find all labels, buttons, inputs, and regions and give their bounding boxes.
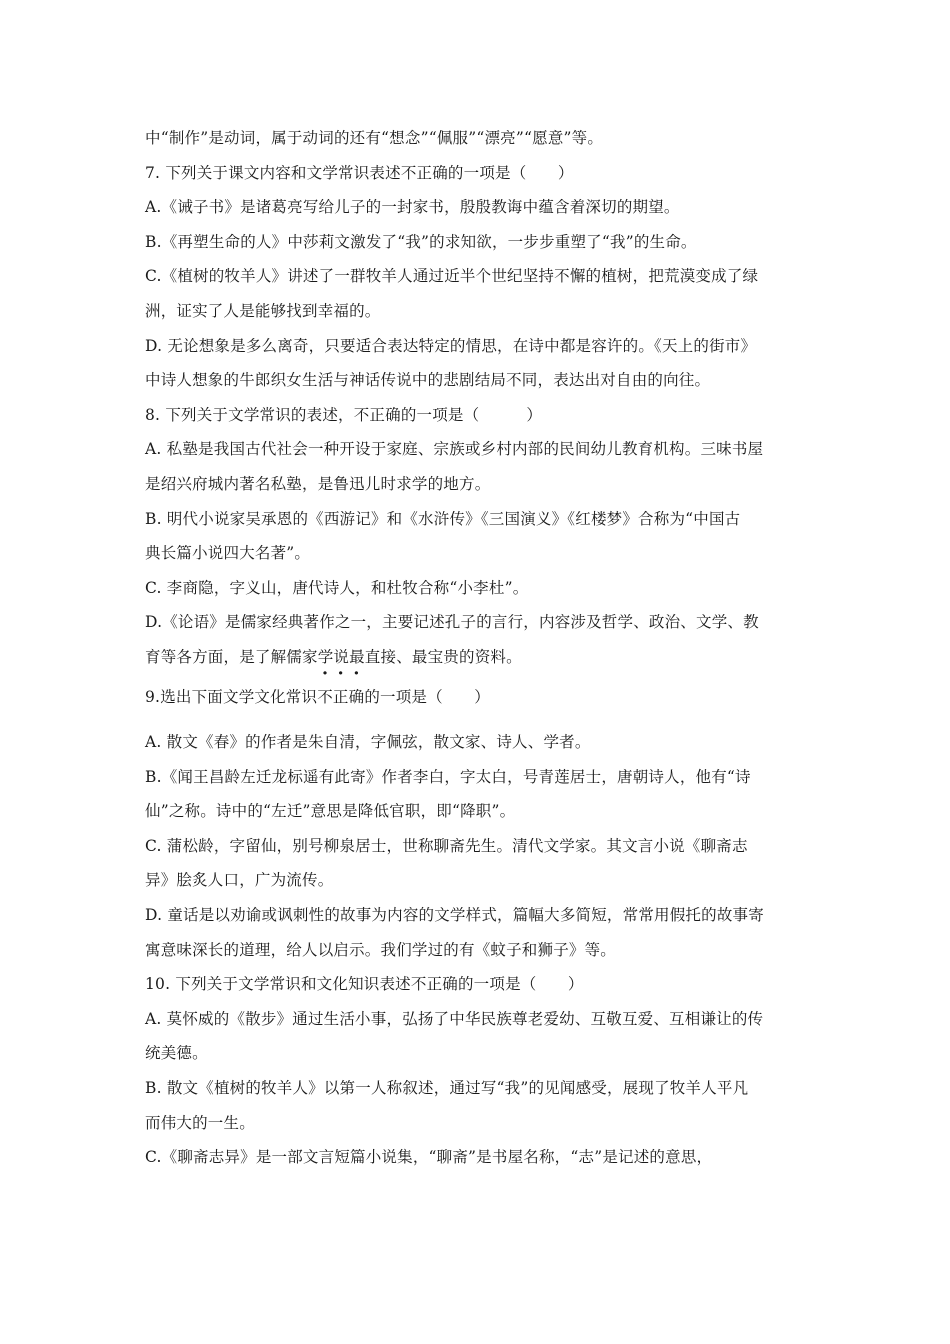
question-9-option-b: B.《闻王昌龄左迁龙标遥有此寄》作者李白，字太白，号青莲居士，唐朝诗人，他有“诗 bbox=[145, 767, 751, 786]
question-8-stem: 8. 下列关于文学常识的表述，不正确的一项是（ ） bbox=[145, 405, 543, 424]
question-10-option-c: C.《聊斋志异》是一部文言短篇小说集，“聊斋”是书屋名称，“志”是记述的意思， bbox=[145, 1148, 713, 1167]
question-10-option-b: B. 散文《植树的牧羊人》以第一人称叙述，通过写“我”的见闻感受，展现了牧羊人平凡 bbox=[145, 1079, 749, 1098]
question-8-option-a: A. 私塾是我国古代社会一种开设于家庭、宗族或乡村内部的民间幼儿教育机构。三味书屋 bbox=[145, 440, 764, 459]
text-block-2 bbox=[145, 725, 805, 1175]
question-7-stem: 7. 下列关于课文内容和文学常识表述不正确的一项是（ ） bbox=[145, 163, 574, 182]
text-line: 是绍兴府城内著名私塾，是鲁迅儿时求学的地方。 bbox=[145, 474, 491, 493]
question-9-stem bbox=[145, 680, 805, 715]
text-line: 仙”之称。诗中的“左迁”意思是降低官职，即“降职”。 bbox=[145, 802, 516, 821]
emphasis-char: 不 bbox=[317, 687, 333, 706]
question-9-option-c: C. 蒲松龄，字留仙，别号柳泉居士，世称聊斋先生。清代文学家。其文言小说《聊斋志 bbox=[145, 836, 748, 855]
question-7-option-c: C.《植树的牧羊人》讲述了一群牧羊人通过近半个世纪坚持不懈的植树，把荒漠变成了绿 bbox=[145, 267, 759, 286]
q9-suffix: 的一项是（ ） bbox=[364, 687, 490, 706]
text-line: 洲，证实了人是能够找到幸福的。 bbox=[145, 301, 381, 320]
text-line: 育等各方面，是了解儒家学说最直接、最宝贵的资料。 bbox=[145, 647, 522, 666]
text-line: 中诗人想象的牛郎织女生活与神话传说中的悲剧结局不同，表达出对自由的向往。 bbox=[145, 371, 711, 390]
question-8-option-b: B. 明代小说家吴承恩的《西游记》和《水浒传》《三国演义》《红楼梦》合称为“中国古 bbox=[145, 509, 741, 528]
question-9-option-a: A. 散文《春》的作者是朱自清，字佩弦，散文家、诗人、学者。 bbox=[145, 733, 591, 752]
emphasis-char: 正 bbox=[332, 687, 349, 706]
document-page bbox=[145, 121, 805, 1175]
text-line: 寓意味深长的道理，给人以启示。我们学过的有《蚊子和狮子》等。 bbox=[145, 940, 617, 959]
emphasis-char: 确 bbox=[348, 687, 365, 706]
text-block-1 bbox=[145, 121, 805, 675]
text-line: 统美德。 bbox=[145, 1044, 208, 1063]
question-8-option-c: C. 李商隐，字义山，唐代诗人，和杜牧合称“小李杜”。 bbox=[145, 578, 529, 597]
question-10-option-a: A. 莫怀威的《散步》通过生活小事，弘扬了中华民族尊老爱幼、互敬互爱、互相谦让的传 bbox=[145, 1009, 764, 1028]
q9-prefix: 9.选出下面文学文化常识 bbox=[145, 687, 318, 706]
text-line: 而伟大的一生。 bbox=[145, 1113, 255, 1132]
question-9-option-d: D. 童话是以劝谕或讽刺性的故事为内容的文学样式，篇幅大多简短，常常用假托的故事寄 bbox=[145, 906, 764, 925]
question-7-option-b: B.《再塑生命的人》中莎莉文激发了“我”的求知欲，一步步重塑了“我”的生命。 bbox=[145, 232, 697, 251]
text-line: 中“制作”是动词，属于动词的还有“想念”“佩服”“漂亮”“愿意”等。 bbox=[145, 129, 604, 147]
text-line: 异》脍炙人口，广为流传。 bbox=[145, 871, 334, 890]
question-7-option-a: A.《诫子书》是诸葛亮写给儿子的一封家书，殷殷教诲中蕴含着深切的期望。 bbox=[145, 198, 680, 217]
question-10-stem: 10. 下列关于文学常识和文化知识表述不正确的一项是（ ） bbox=[145, 975, 584, 994]
question-7-option-d: D. 无论想象是多么离奇，只要适合表达特定的情思，在诗中都是容许的。《天上的街市》 bbox=[145, 336, 757, 355]
text-line: 典长篇小说四大名著”。 bbox=[145, 544, 311, 563]
question-8-option-d: D.《论语》是儒家经典著作之一，主要记述孔子的言行，内容涉及哲学、政治、文学、教 bbox=[145, 613, 759, 632]
